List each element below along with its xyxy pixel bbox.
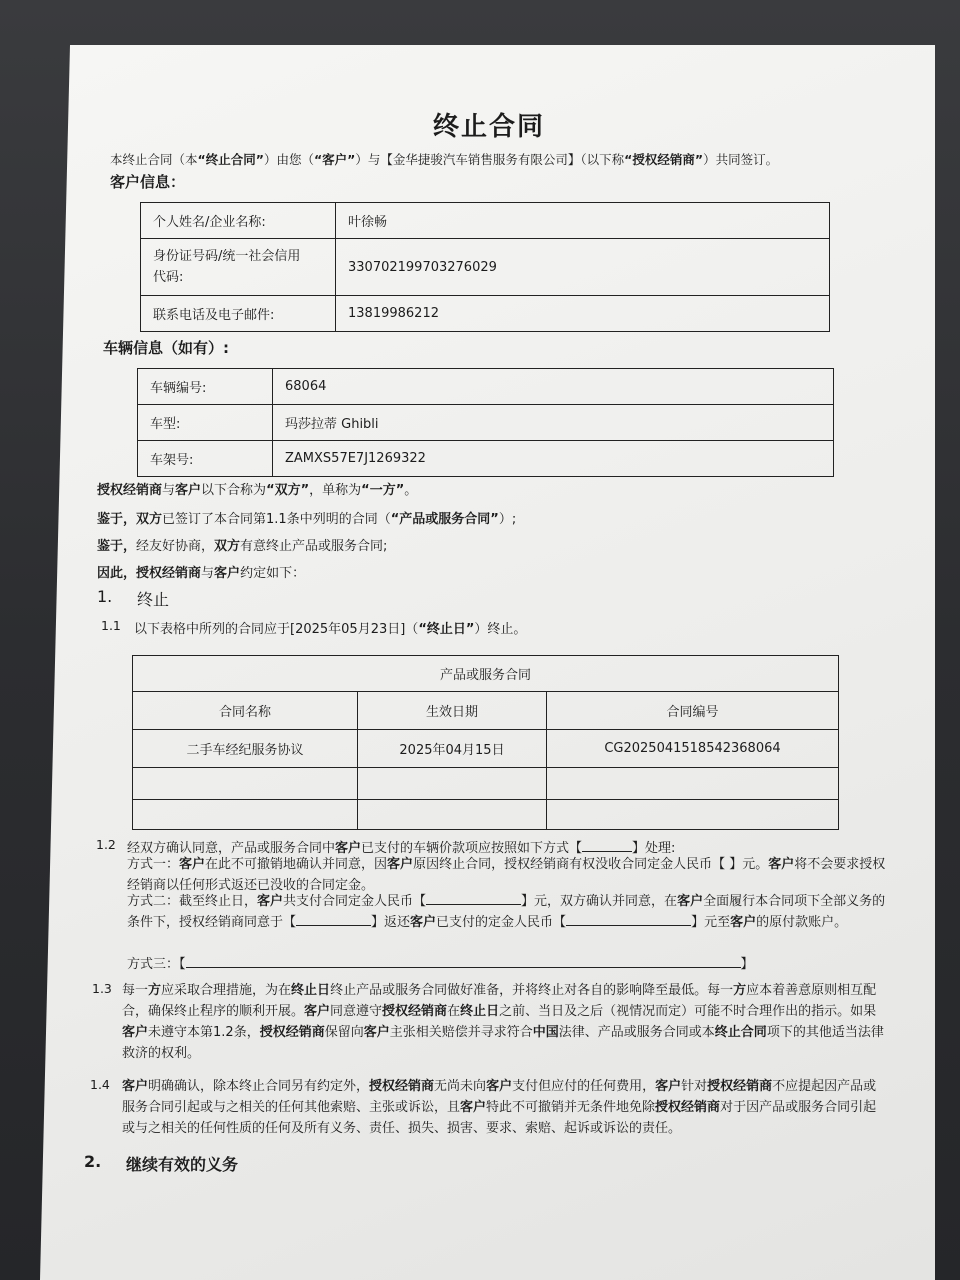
intro-paragraph: 本终止合同（本“终止合同”）由您（“客户”）与【金华捷骏汽车销售服务有限公司】（以下称“授权经销商”）共同签订。 <box>110 152 779 167</box>
clause-1-2-number: 1.2 <box>96 837 116 852</box>
cell-empty <box>133 800 358 830</box>
clause-1-2-method-3: 方式三：【 】 <box>127 957 754 972</box>
section-2-title: 继续有效的义务 <box>126 1155 239 1174</box>
vehicle-model-label: 车型: <box>138 405 273 441</box>
clause-1-2-method-1: 方式一：客户在此不可撤销地确认并同意，因客户原因终止合同，授权经销商有权没收合同定金人民币【 】元。客户将不会要求授权经销商以任何形式返还已没收的合同定金。 <box>127 857 886 893</box>
clause-1-2-method-2: 方式二：截至终止日，客户共支付合同定金人民币【 】元，双方确认并同意，在客户全面履行本合同项下全部义务的条件下，授权经销商同意于【 】返还客户已支付的定金人民币【 】元至客户的原付款账户。 <box>127 894 886 930</box>
vin-label: 车架号: <box>138 441 273 477</box>
contact-value: 13819986212 <box>336 296 830 332</box>
contract-table-caption: 产品或服务合同 <box>133 656 839 692</box>
cell-empty <box>358 768 547 800</box>
table-row <box>133 730 839 768</box>
customer-info-heading: 客户信息： <box>110 173 186 191</box>
customer-info-table <box>140 202 830 332</box>
name-value: 叶徐畅 <box>336 203 830 239</box>
recital-whereas-1: 鉴于，双方已签订了本合同第1.1条中列明的合同（“产品或服务合同”）; <box>97 512 517 527</box>
vehicle-info-table <box>137 368 834 477</box>
vehicle-info-heading: 车辆信息（如有）: <box>103 339 229 357</box>
clause-1-4-number: 1.4 <box>90 1077 110 1092</box>
contact-label: 联系电话及电子邮件: <box>141 296 336 332</box>
vehicle-no-value: 68064 <box>273 369 834 405</box>
cell-effective-date: 2025年04月15日 <box>358 730 547 768</box>
document-title: 终止合同 <box>433 112 546 142</box>
clause-1-2-line-1: 经双方确认同意，产品或服务合同中客户已支付的车辆价款项应按照如下方式【 】处理: <box>127 841 676 856</box>
section-2-number: 2. <box>84 1152 102 1171</box>
cell-empty <box>358 800 547 830</box>
recital-whereas-2: 鉴于，经友好协商，双方有意终止产品或服务合同; <box>97 539 388 554</box>
name-label: 个人姓名/企业名称: <box>141 203 336 239</box>
id-value: 330702199703276029 <box>336 239 830 296</box>
cell-empty <box>547 800 839 830</box>
vehicle-no-label: 车辆编号: <box>138 369 273 405</box>
clause-1-1-number: 1.1 <box>101 618 121 633</box>
recital-therefore: 因此，授权经销商与客户约定如下： <box>97 566 306 581</box>
col-header-contract-name: 合同名称 <box>133 692 358 730</box>
contract-table <box>132 655 839 830</box>
clause-1-3-text: 每一方应采取合理措施，为在终止日终止产品或服务合同做好准备，并将终止对各自的影响降至最低。每一方应本着善意原则相互配合，确保终止程序的顺利开展。客户同意遵守授权经销商在终止日之前、当日及之后（视情况而定）可能不时合理作出的指示。如果客户未遵守本第1.2条，授权经销商保留向客户主张相关赔偿并寻求符合中国法律、产品或服务合同或本终止合同项下的其他适当法律救济的权利。 <box>122 983 884 1061</box>
col-header-contract-no: 合同编号 <box>547 692 839 730</box>
cell-contract-name: 二手车经纪服务协议 <box>133 730 358 768</box>
section-1-title: 终止 <box>137 590 170 609</box>
clause-1-4-text: 客户明确确认，除本终止合同另有约定外，授权经销商无尚未向客户支付但应付的任何费用，客户针对授权经销商不应提起因产品或服务合同引起或与之相关的任何其他索赔、主张或诉讼，且客户特此不可撤销并无条件地免除授权经销商对于因产品或服务合同引起或与之相关的任何性质的任何及所有义务、责任、损失、损害、要求、索赔、起诉或诉讼的责任。 <box>122 1079 877 1136</box>
table-row <box>133 768 839 800</box>
clause-1-3-number: 1.3 <box>92 981 112 996</box>
vehicle-model-value: 玛莎拉蒂 Ghibli <box>273 405 834 441</box>
recital-parties: 授权经销商与客户以下合称为“双方”，单称为“一方”。 <box>97 483 418 498</box>
table-row <box>133 800 839 830</box>
col-header-effective-date: 生效日期 <box>358 692 547 730</box>
cell-empty <box>547 768 839 800</box>
cell-empty <box>133 768 358 800</box>
id-label: 身份证号码/统一社会信用 代码: <box>141 239 336 296</box>
section-1-number: 1. <box>97 587 113 606</box>
cell-contract-no: CG2025041518542368064 <box>547 730 839 768</box>
clause-1-1-text: 以下表格中所列的合同应于[2025年05月23日]（“终止日”）终止。 <box>134 622 527 637</box>
vin-value: ZAMXS57E7J1269322 <box>273 441 834 477</box>
